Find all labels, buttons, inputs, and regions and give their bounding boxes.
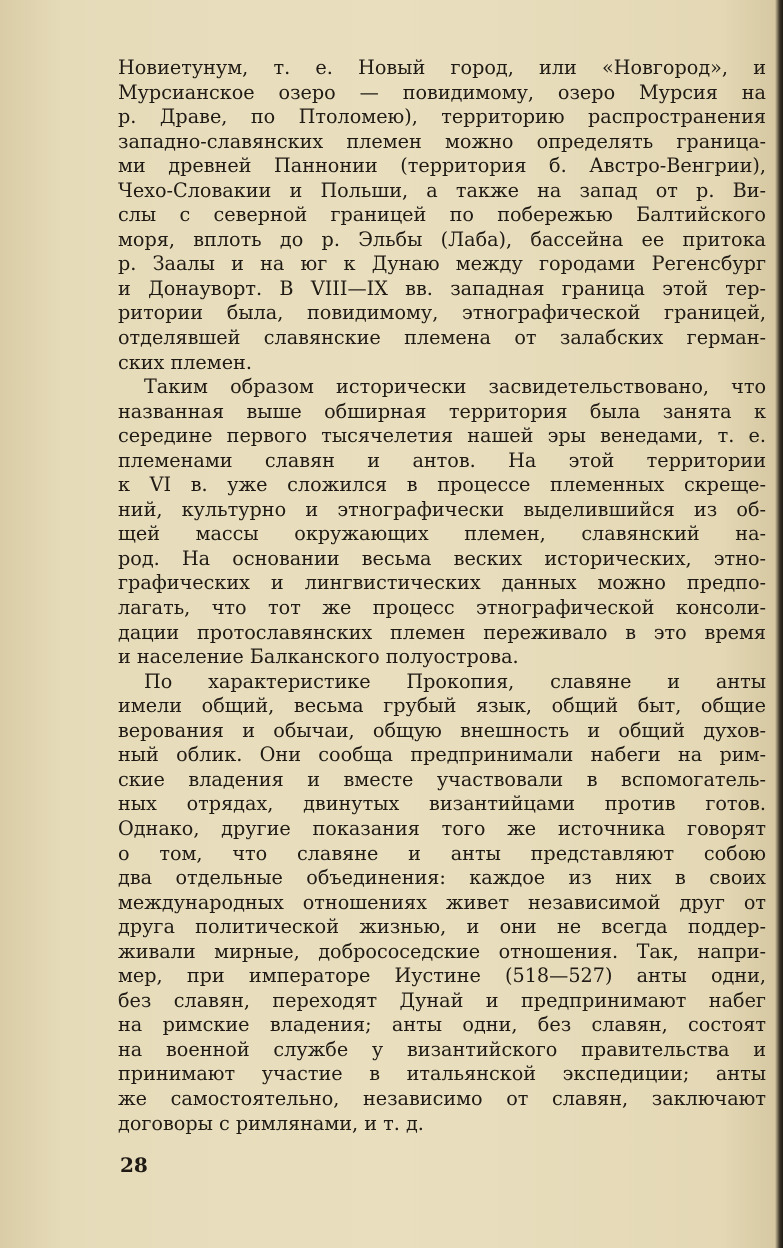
text-line: р. Заалы и на юг к Дунаю между городами Регенсбург — [118, 252, 766, 276]
text-line: лагать, что тот же процесс этнографической консоли- — [118, 596, 766, 620]
text-line: верования и обычаи, общую внешность и общий духов- — [118, 718, 766, 742]
text-line: слы с северной границей по побережью Балтийского — [118, 203, 766, 227]
text-line: и население Балканского полуострова. — [118, 645, 519, 669]
text-line: мер, при императоре Иустине (518—527) анты одни, — [118, 964, 766, 988]
text-line: р. Драве, по Птоломею), территорию распространения — [118, 105, 766, 129]
text-line: же самостоятельно, независимо от славян, заключают — [118, 1086, 766, 1110]
text-line: Новиетунум, т. е. Новый город, или «Новгород», и — [118, 56, 766, 79]
text-line: к VI в. уже сложился в процессе племенных скреще- — [118, 473, 766, 497]
page-number: 28 — [120, 1153, 148, 1177]
text-line: и Донауворт. В VIII—IX вв. западная граница этой тер- — [118, 276, 766, 300]
text-line: друга политической жизнью, и они не всегда поддер- — [118, 915, 766, 939]
text-line: ских племен. — [118, 350, 252, 374]
text-line: ские владения и вместе участвовали в вспомогатель- — [118, 767, 766, 791]
text-line: середине первого тысячелетия нашей эры венедами, т. е. — [118, 424, 766, 448]
text-line: графических и лингвистических данных можно предпо- — [118, 571, 766, 595]
text-line: принимают участие в итальянской экспедиции; анты — [118, 1062, 766, 1086]
text-line: западно-славянских племен можно определять граница- — [118, 129, 766, 153]
text-line: два отдельные объединения: каждое из них в своих — [118, 866, 766, 890]
text-line: Однако, другие показания того же источника говорят — [118, 816, 766, 840]
text-line: ний, культурно и этнографически выделившийся из об- — [118, 497, 766, 521]
text-line: отделявшей славянские племена от залабских герман- — [118, 326, 766, 350]
text-line: ми древней Паннонии (территория б. Австро-Венгрии), — [118, 154, 766, 178]
text-line: По характеристике Прокопия, славяне и анты — [144, 669, 766, 693]
text-line: моря, вплоть до р. Эльбы (Лаба), бассейна ее притока — [118, 227, 766, 251]
text-line: дации протославянских племен переживало в это время — [118, 620, 766, 644]
text-line: на военной службе у византийского правительства и — [118, 1037, 766, 1061]
text-line: без славян, переходят Дунай и предпринимают набег — [118, 988, 766, 1012]
text-line: щей массы окружающих племен, славянский на- — [118, 522, 766, 546]
text-line: ритории была, повидимому, этнографической границей, — [118, 301, 766, 325]
text-line: договоры с римлянами, и т. д. — [118, 1111, 424, 1135]
text-line: имели общий, весьма грубый язык, общий быт, общие — [118, 694, 766, 718]
text-line: ный облик. Они сообща предпринимали набеги на рим- — [118, 743, 766, 767]
body-text — [118, 56, 766, 1136]
text-line: на римские владения; анты одни, без славян, состоят — [118, 1013, 766, 1037]
text-line: ных отрядах, двинутых византийцами против готов. — [118, 792, 766, 816]
page-edge-shadow — [775, 0, 783, 1248]
text-line: Таким образом исторически засвидетельствовано, что — [144, 375, 766, 399]
text-line: Чехо-Словакии и Польши, а также на запад от р. Ви- — [118, 178, 766, 202]
text-line: о том, что славяне и анты представляют собою — [118, 841, 766, 865]
text-line: Мурсианское озеро — повидимому, озеро Мурсия на — [118, 80, 766, 104]
text-line: международных отношениях живет независимой друг от — [118, 890, 766, 914]
text-line: названная выше обширная территория была занята к — [118, 399, 766, 423]
text-line: племенами славян и антов. На этой территории — [118, 448, 766, 472]
text-line: живали мирные, добрососедские отношения. Так, напри- — [118, 939, 766, 963]
text-line: род. На основании весьма веских исторических, этно- — [118, 546, 766, 570]
